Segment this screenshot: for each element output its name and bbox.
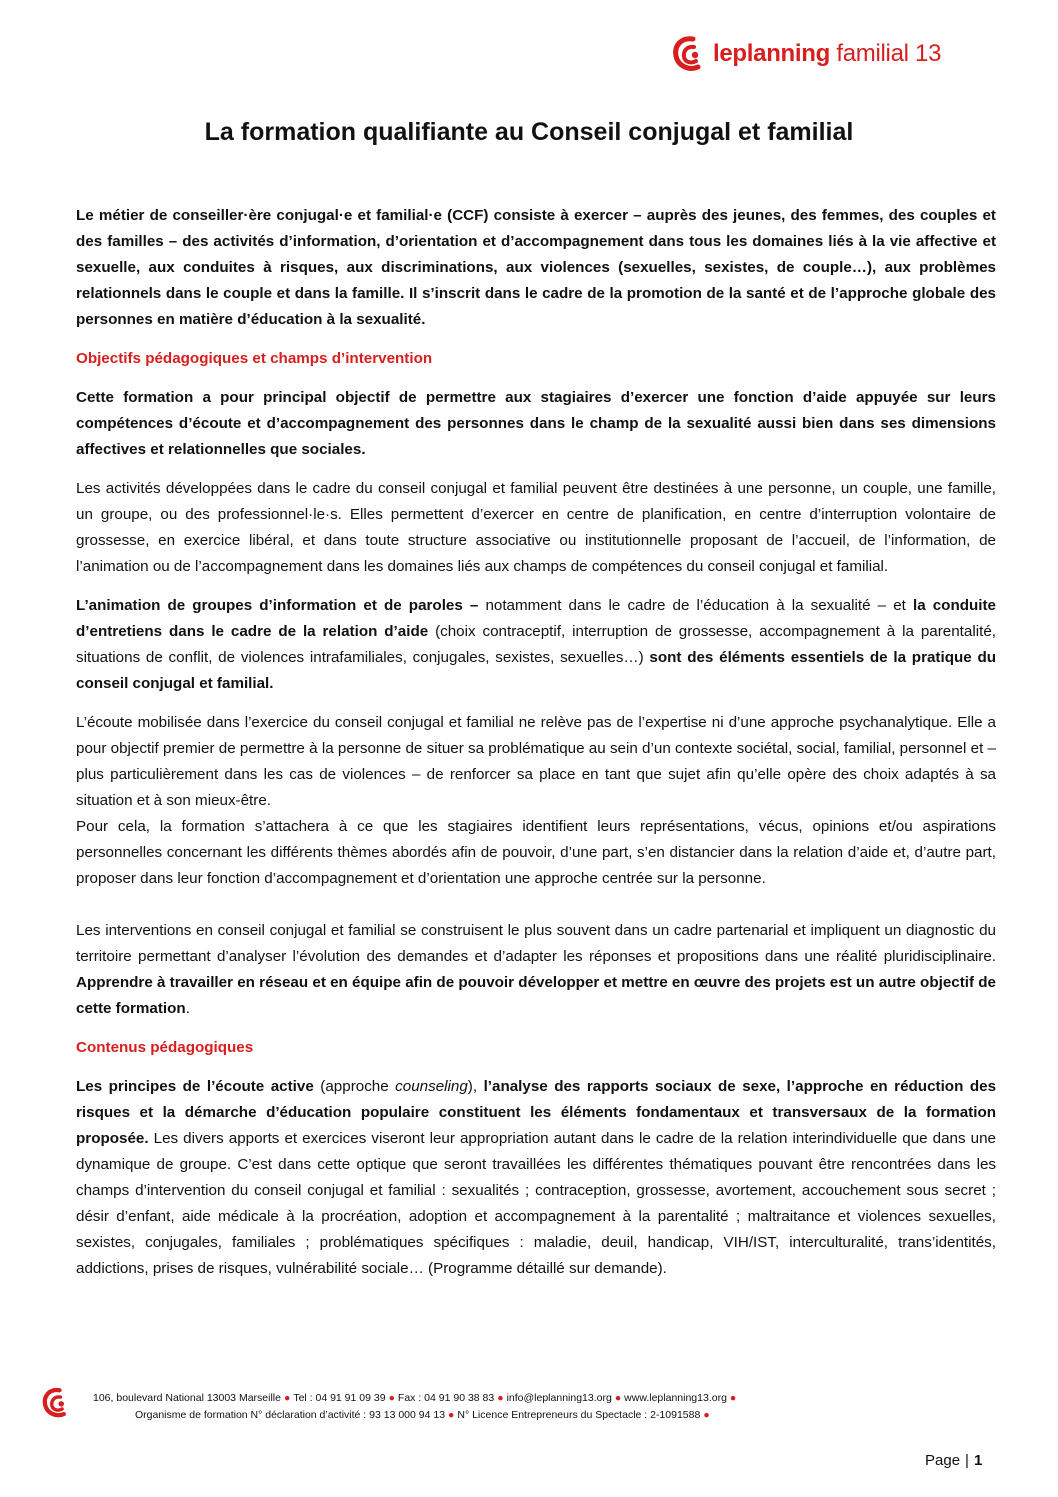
footer-address: 106, boulevard National 13003 Marseille bbox=[93, 1392, 281, 1404]
footer-licence: N° Licence Entrepreneurs du Spectacle : 2-1091588 bbox=[457, 1409, 701, 1421]
bullet-icon: ● bbox=[448, 1409, 455, 1421]
objectifs-paragraph-2: Les activités développées dans le cadre du conseil conjugal et familial peuvent être destinées à une personne, un couple, une famille, un groupe, ou des professionnel·le·s. Elles permettent d’exercer en centre de planification, en centre d’interruption volontaire de grossesse, en exercice libéral, et dans toute structure associative ou institutionnelle proposant de l’accueil, de l’information, de l’animation ou de l’accompagnement dans les domaines liés aux champs de compétences du conseil conjugal et familial. bbox=[76, 480, 996, 575]
objectifs-paragraph-3: L’animation de groupes d’information et de paroles – notamment dans le cadre de l’éducation à la sexualité – et la conduite d’entretiens dans le cadre de la relation d’aide (choix contraceptif, interruption de grossesse, accompagnement à la parentalité, situations de conflit, de violences intrafamiliales, conjugales, sexistes, sexuelles…) sont des éléments essentiels de la pratique du conseil conjugal et familial. bbox=[76, 597, 997, 692]
bullet-icon: ● bbox=[388, 1392, 395, 1404]
bullet-icon: ● bbox=[729, 1392, 737, 1404]
page-number-value: 1 bbox=[973, 1452, 983, 1469]
bullet-icon: ● bbox=[614, 1392, 622, 1404]
section-heading-contenus: Contenus pédagogiques bbox=[76, 1039, 254, 1056]
section-heading-objectifs: Objectifs pédagogiques et champs d’intervention bbox=[76, 350, 433, 367]
intro-paragraph: Le métier de conseiller·ère conjugal·e et familial·e (CCF) consiste à exercer – auprès des jeunes, des femmes, des couples et des familles – des activités d’information, d’orientation et d’accompagnement dans tous les domaines liés à la vie affective et sexuelle, aux conduites à risques, aux discriminations, aux violences (sexuelles, sexistes, de couple…), aux problèmes relationnels dans le couple et dans la famille. Il s’inscrit dans le cadre de la promotion de la santé et de l’approche globale des personnes en matière d’éducation à la sexualité. bbox=[76, 207, 996, 328]
bullet-icon: ● bbox=[703, 1409, 710, 1421]
document-body bbox=[76, 203, 996, 1295]
footer-logo-icon bbox=[40, 1386, 74, 1420]
bullet-icon: ● bbox=[283, 1392, 291, 1404]
objectifs-paragraph-4: L’écoute mobilisée dans l’exercice du conseil conjugal et familial ne relève pas de l’expertise ni d’une approche psychanalytique. Elle a pour objectif premier de permettre à la personne de situer sa problématique au sein d’un contexte sociétal, social, familial, personnel et – plus particulièrement dans les cas de violences – de renforcer sa place en tant que sujet afin qu’elle opère des choix adaptés à sa situation et à son mieux-être. bbox=[76, 714, 996, 809]
footer-web-link[interactable]: www.leplanning13.org bbox=[624, 1392, 727, 1404]
contenus-paragraph-1: Les principes de l’écoute active (approche counseling), l’analyse des rapports sociaux de sexe, l’approche en réduction des risques et la démarche d’éducation populaire constituent les éléments fondamentaux et transversaux de la formation proposée. Les divers apports et exercices viseront leur appropriation autant dans le cadre de la relation interindividuelle que dans une dynamique de groupe. C’est dans cette optique que seront travaillées les différentes thématiques pouvant être rencontrées dans les champs d’intervention du conseil conjugal et familial : sexualités ; contraception, grossesse, avortement, accouchement sous secret ; désir d’enfant, aide médicale à la procréation, adoption et accompagnement à la parentalité ; maltraitance et violences sexuelles, sexistes, conjugales, familiales ; problématiques spécifiques : maladie, deuil, handicap, VIH/IST, interculturalité, trans’identités, addictions, prises de risques, vulnérabilité sociale… (Programme détaillé sur demande). bbox=[76, 1078, 997, 1277]
page-separator: | bbox=[965, 1452, 969, 1469]
page-number bbox=[925, 1452, 982, 1469]
footer-contact-line bbox=[93, 1392, 739, 1404]
page-title: La formation qualifiante au Conseil conjugal et familial bbox=[204, 118, 854, 146]
page-label: Page bbox=[925, 1452, 961, 1469]
header-logo bbox=[671, 34, 941, 74]
footer-fax: Fax : 04 91 90 38 83 bbox=[397, 1392, 495, 1404]
objectifs-paragraph-5: Pour cela, la formation s’attachera à ce que les stagiaires identifient leurs représentations, vécus, opinions et/ou aspirations personnelles concernant les différents thèmes abordés afin de pouvoir, d’une part, s’en distancier dans la relation d’aide et, d’autre part, proposer dans leur fonction d’accompagnement et d’orientation une approche centrée sur la personne. bbox=[76, 818, 996, 887]
footer-email-link[interactable]: info@leplanning13.org bbox=[506, 1392, 612, 1404]
bullet-icon: ● bbox=[497, 1392, 504, 1404]
footer-registration-line bbox=[135, 1409, 713, 1421]
footer-tel: Tel : 04 91 91 09 39 bbox=[293, 1392, 386, 1404]
footer-organisme: Organisme de formation N° déclaration d’activité : 93 13 000 94 13 bbox=[135, 1409, 446, 1421]
objectifs-paragraph-6: Les interventions en conseil conjugal et familial se construisent le plus souvent dans un cadre partenarial et impliquent un diagnostic du territoire permettant d’analyser l’évolution des demandes et d’adapter les réponses et propositions dans une réalité pluridisciplinaire. Apprendre à travailler en réseau et en équipe afin de pouvoir développer et mettre en œuvre des projets est un autre objectif de cette formation. bbox=[76, 922, 996, 1017]
planning-familial-logo-icon bbox=[671, 34, 709, 74]
logo-text: leplanning familial 13 bbox=[713, 40, 942, 67]
objectifs-paragraph-1: Cette formation a pour principal objectif de permettre aux stagiaires d’exercer une fonction d’aide appuyée sur leurs compétences d’écoute et d’accompagnement des personnes dans le champ de la sexualité aussi bien dans ses dimensions affectives et relationnelles que sociales. bbox=[76, 389, 996, 458]
